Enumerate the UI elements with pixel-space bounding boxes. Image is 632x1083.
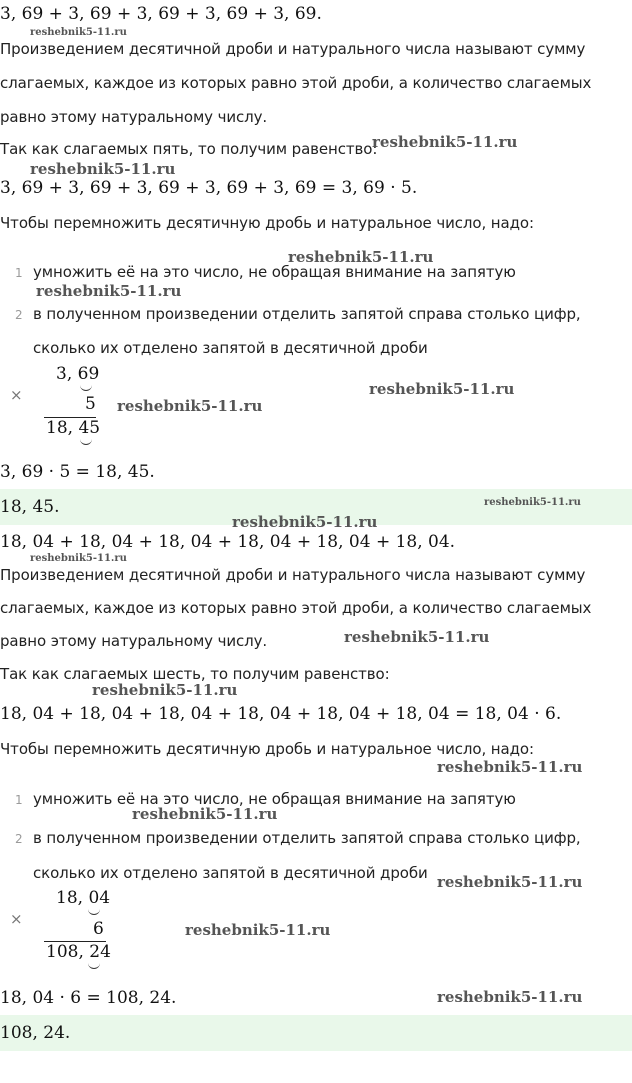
definition-line: Произведением десятичной дроби и натурального числа называют сумму <box>0 566 586 584</box>
step-text: умножить её на это число, не обращая внимание на запятую <box>33 263 516 281</box>
watermark: reshebnik5-11.ru <box>132 805 278 823</box>
answer-text: 18, 45. <box>0 497 60 517</box>
watermark: reshebnik5-11.ru <box>185 921 331 939</box>
decimal-arc <box>80 384 92 391</box>
sum-expression: 18, 04 + 18, 04 + 18, 04 + 18, 04 + 18, 04 + 18, 04. <box>0 532 456 552</box>
watermark: reshebnik5-11.ru <box>484 497 581 508</box>
definition-line: Произведением десятичной дроби и натурального числа называют сумму <box>0 40 586 58</box>
result-expression: 18, 04 · 6 = 108, 24. <box>0 988 177 1008</box>
equality-expression: 18, 04 + 18, 04 + 18, 04 + 18, 04 + 18, 04 + 18, 04 = 18, 04 · 6. <box>0 704 562 724</box>
watermark: reshebnik5-11.ru <box>117 397 263 415</box>
step-text: в полученном произведении отделить запятой справа столько цифр, <box>33 305 581 323</box>
definition-line: равно этому натуральному числу. <box>0 632 268 650</box>
decimal-arc <box>88 962 100 969</box>
watermark: reshebnik5-11.ru <box>30 160 176 178</box>
equality-expression: 3, 69 + 3, 69 + 3, 69 + 3, 69 + 3, 69 = 3, 69 · 5. <box>0 178 418 198</box>
column-top-number: 18, 04 <box>56 888 111 908</box>
rule-intro: Чтобы перемножить десятичную дробь и натуральное число, надо: <box>0 740 534 758</box>
sum-expression: 3, 69 + 3, 69 + 3, 69 + 3, 69 + 3, 69. <box>0 4 322 24</box>
watermark: reshebnik5-11.ru <box>369 380 515 398</box>
definition-line: слагаемых, каждое из которых равно этой дроби, а количество слагаемых <box>0 599 592 617</box>
since-text: Так как слагаемых пять, то получим равенство: <box>0 140 378 158</box>
answer-box <box>0 1015 632 1051</box>
watermark: reshebnik5-11.ru <box>437 988 583 1006</box>
result-expression: 3, 69 · 5 = 18, 45. <box>0 462 155 482</box>
column-multiplier: 6 <box>93 919 104 939</box>
column-top-number: 3, 69 <box>56 364 100 384</box>
answer-text: 108, 24. <box>0 1023 71 1043</box>
rule-intro: Чтобы перемножить десятичную дробь и натуральное число, надо: <box>0 214 534 232</box>
column-result: 108, 24 <box>46 942 111 962</box>
step-text: сколько их отделено запятой в десятичной дроби <box>33 339 428 357</box>
definition-line: слагаемых, каждое из которых равно этой дроби, а количество слагаемых <box>0 74 592 92</box>
step-text: умножить её на это число, не обращая внимание на запятую <box>33 790 516 808</box>
watermark: reshebnik5-11.ru <box>92 681 238 699</box>
step-number: 1 <box>15 793 23 807</box>
step-number: 2 <box>15 308 23 322</box>
watermark: reshebnik5-11.ru <box>437 873 583 891</box>
watermark: reshebnik5-11.ru <box>232 513 378 531</box>
watermark: reshebnik5-11.ru <box>36 282 182 300</box>
column-result: 18, 45 <box>46 418 101 438</box>
decimal-arc <box>80 438 92 445</box>
multiply-sign: × <box>10 910 23 928</box>
multiply-sign: × <box>10 386 23 404</box>
step-number: 2 <box>15 832 23 846</box>
column-multiplier: 5 <box>85 394 96 414</box>
step-number: 1 <box>15 266 23 280</box>
watermark: reshebnik5-11.ru <box>30 27 127 38</box>
watermark: reshebnik5-11.ru <box>288 248 434 266</box>
since-text: Так как слагаемых шесть, то получим равенство: <box>0 665 390 683</box>
step-text: в полученном произведении отделить запятой справа столько цифр, <box>33 829 581 847</box>
watermark: reshebnik5-11.ru <box>30 553 127 564</box>
watermark: reshebnik5-11.ru <box>372 133 518 151</box>
watermark: reshebnik5-11.ru <box>344 628 490 646</box>
decimal-arc <box>88 908 100 915</box>
watermark: reshebnik5-11.ru <box>437 758 583 776</box>
definition-line: равно этому натуральному числу. <box>0 108 268 126</box>
step-text: сколько их отделено запятой в десятичной дроби <box>33 864 428 882</box>
